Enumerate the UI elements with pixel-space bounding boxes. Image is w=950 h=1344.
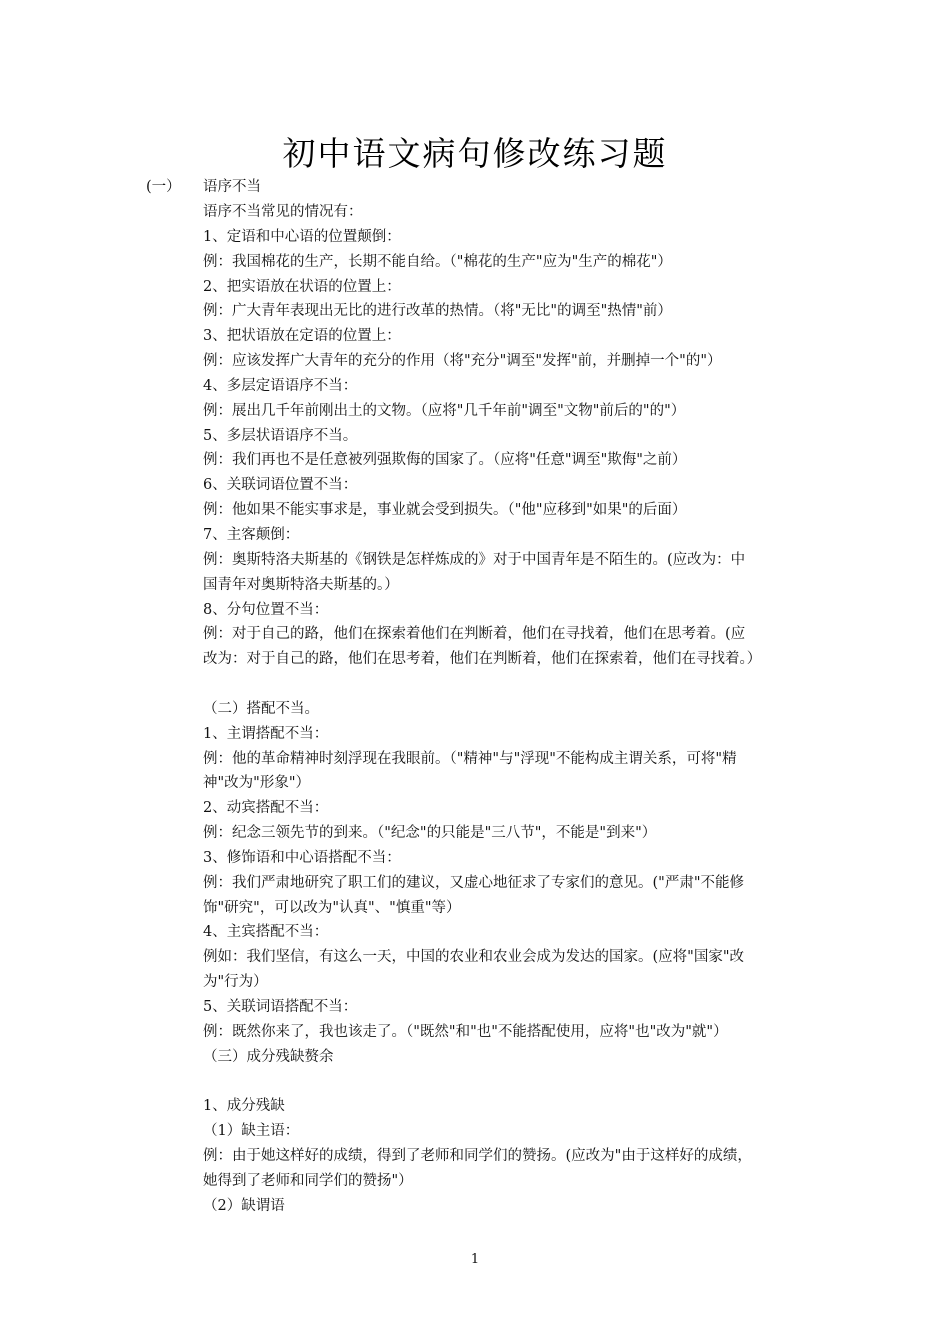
text-line: 例：我们严肃地研究了职工们的建议，又虚心地征求了专家们的意见。("严肃"不能修 — [203, 874, 744, 891]
text-line: （三）成分残缺赘余 — [203, 1048, 334, 1065]
text-line: 3、修饰语和中心语搭配不当： — [203, 849, 401, 866]
text-line: 2、把实语放在状语的位置上： — [203, 278, 401, 295]
document-title: 初中语文病句修改练习题 — [282, 134, 668, 173]
text-line: 例：广大青年表现出无比的进行改革的热情。（将"无比"的调至"热情"前） — [203, 303, 672, 320]
text-line: 国青年对奥斯特洛夫斯基的。） — [203, 576, 399, 593]
text-line: （2）缺谓语 — [203, 1197, 285, 1214]
document-body — [203, 200, 823, 1219]
text-line: 例：我国棉花的生产，长期不能自给。（"棉花的生产"应为"生产的棉花"） — [203, 253, 672, 270]
text-line: 为"行为） — [203, 974, 268, 991]
text-line: 4、主宾搭配不当： — [203, 924, 329, 941]
text-line: 8、分句位置不当： — [203, 601, 329, 618]
text-line: （二）搭配不当。 — [203, 700, 319, 717]
text-line: 饰"研究"，可以改为"认真"、"慎重"等） — [203, 899, 461, 916]
section-label: 语序不当 — [203, 179, 261, 195]
section-heading — [146, 175, 826, 200]
blank-line — [203, 1070, 823, 1095]
text-line: 1、主谓搭配不当： — [203, 725, 329, 742]
text-line: 例：纪念三领先节的到来。（"纪念"的只能是"三八节"，不能是"到来"） — [203, 825, 657, 842]
text-line: 例：由于她这样好的成绩，得到了老师和同学们的赞扬。(应改为"由于这样好的成绩， — [203, 1148, 752, 1165]
text-line: 5、多层状语语序不当。 — [203, 427, 358, 444]
text-line: 例：对于自己的路，他们在探索着他们在判断着，他们在寻找着，他们在思考着。(应 — [203, 626, 746, 643]
text-line: 6、关联词语位置不当： — [203, 477, 358, 494]
text-line: 例：他如果不能实事求是，事业就会受到损失。（"他"应移到"如果"的后面） — [203, 502, 687, 519]
text-line: 4、多层定语语序不当： — [203, 377, 358, 394]
text-line: 1、定语和中心语的位置颠倒： — [203, 228, 401, 245]
text-line: 例：应该发挥广大青年的充分的作用（将"充分"调至"发挥"前，并删掉一个"的"） — [203, 353, 722, 370]
text-line: 5、关联词语搭配不当： — [203, 999, 358, 1015]
text-line: 神"改为"形象"） — [203, 775, 311, 792]
text-line: 7、主客颠倒： — [203, 526, 300, 543]
text-line: 1、成分残缺 — [203, 1098, 285, 1115]
blank-line — [203, 672, 823, 697]
text-line: 2、动宾搭配不当： — [203, 800, 329, 817]
page-number: 1 — [470, 1252, 480, 1267]
text-line: 3、把状语放在定语的位置上： — [203, 328, 401, 345]
text-line: 她得到了老师和同学们的赞扬"） — [203, 1172, 413, 1189]
text-line: 例：我们再也不是任意被列强欺侮的国家了。（应将"任意"调至"欺侮"之前） — [203, 452, 687, 469]
text-line: 改为：对于自己的路，他们在思考着，他们在判断着，他们在探索着，他们在寻找着。） — [203, 651, 762, 668]
text-line: 例：奥斯特洛夫斯基的《钢铁是怎样炼成的》对于中国青年是不陌生的。(应改为：中 — [203, 551, 746, 568]
text-line: 例：既然你来了，我也该走了。（"既然"和"也"不能搭配使用，应将"也"改为"就"） — [203, 1023, 728, 1040]
text-line: 例：展出几千年前刚出土的文物。（应将"几千年前"调至"文物"前后的"的"） — [203, 402, 686, 419]
text-line: 例：他的革命精神时刻浮现在我眼前。（"精神"与"浮现"不能构成主谓关系，可将"精 — [203, 750, 737, 767]
text-line: （1）缺主语： — [203, 1123, 300, 1140]
section-number: (一） — [146, 179, 181, 195]
text-line: 语序不当常见的情况有： — [203, 204, 363, 220]
text-line: 例如：我们坚信，有这么一天，中国的农业和农业会成为发达的国家。(应将"国家"改 — [203, 949, 744, 966]
